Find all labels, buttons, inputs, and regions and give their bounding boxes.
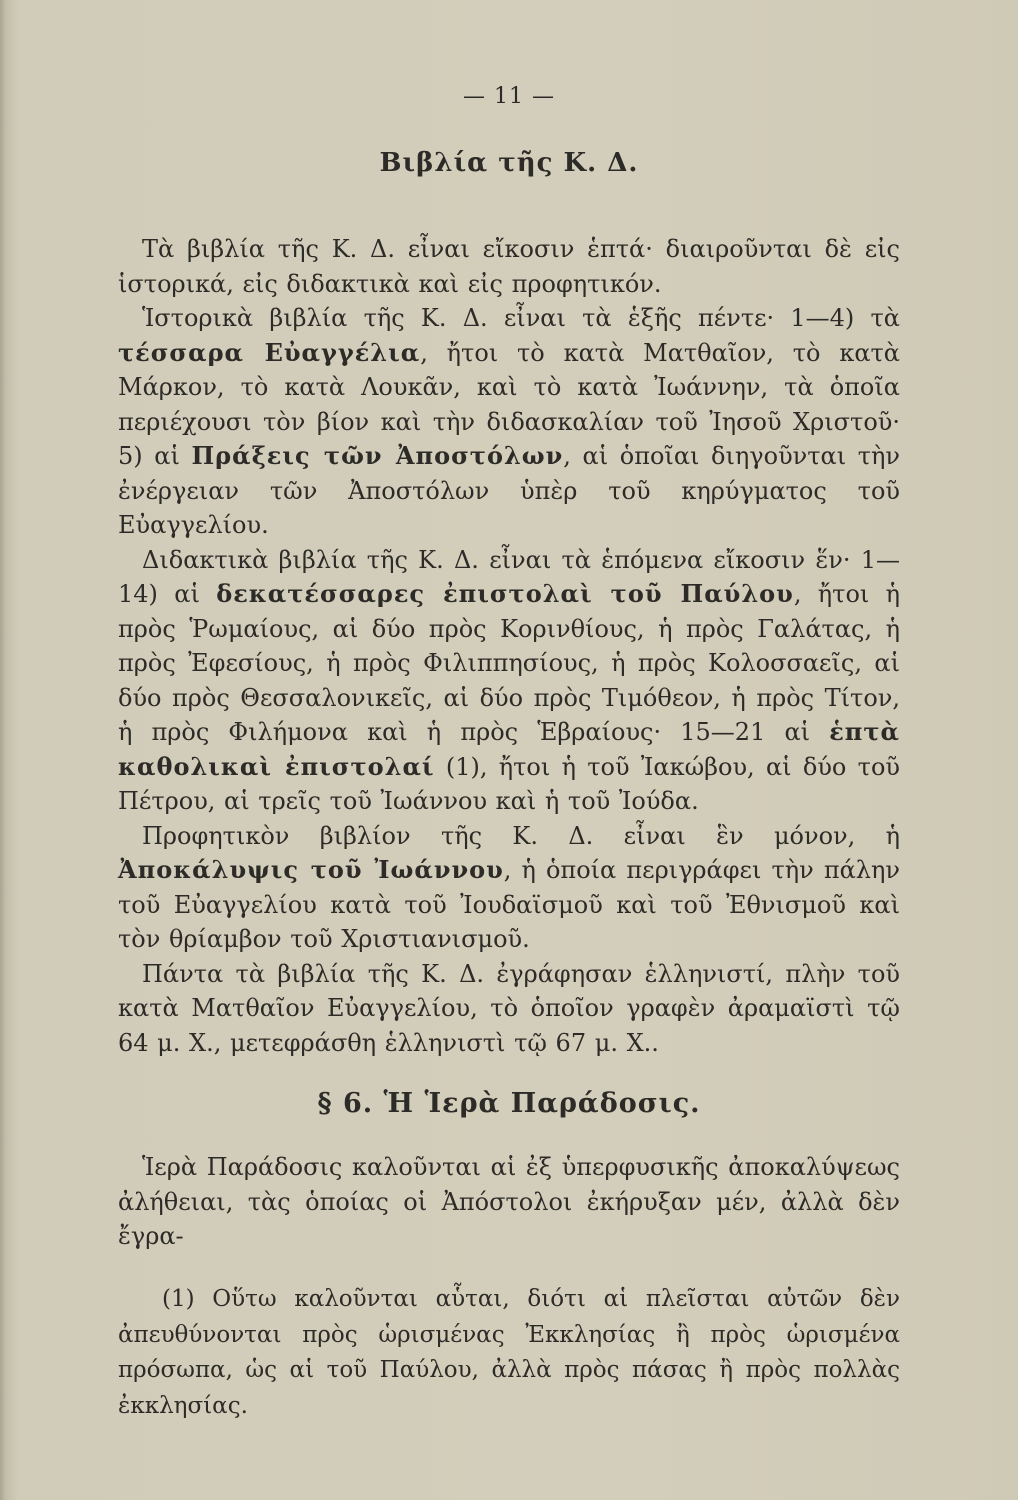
footnote-text: (1) Οὕτω καλοῦνται αὗται, διότι αἱ πλεῖσται αὐτῶν δὲν ἀπευθύνονται πρὸς ὡρισμένας Ἐκκλησίας ἢ πρὸς ὡρισμένα πρόσωπα, ὡς αἱ τοῦ Παύλου, ἀλλὰ πρὸς πάσας ἢ πρὸς πολλὰς ἐκκλησίας. [118,1286,900,1419]
paragraph-historical [118,301,900,543]
paragraph-tradition: Ἱερὰ Παράδοσις καλοῦνται αἱ ἐξ ὑπερφυσικῆς ἀποκαλύψεως ἀλήθειαι, τὰς ὁποίας οἱ Ἀπόστολοι ἐκήρυξαν μέν, ἀλλὰ δὲν ἔγρα- [118,1153,900,1250]
paragraph-prophetic [118,819,900,957]
text-run: , ἡ ὁποία περιγράφει τὴν πάλην τοῦ Εὐαγγελίου κατὰ τοῦ Ἰουδαϊσμοῦ καὶ τοῦ Ἐθνισμοῦ καὶ τὸν θρίαμβον τοῦ Χριστιανισμοῦ. [118,856,900,953]
section-heading-books: Βιβλία τῆς Κ. Δ. [379,148,639,178]
emphasis-pauline-epistles: δεκατέσσαρες ἐπιστολαὶ τοῦ Παύλου [216,579,794,608]
emphasis-catholic-epistles: ἑπτὰ καθολικαὶ ἐπιστολαί [118,717,900,781]
emphasis-apocalypse: Ἀποκάλυψις τοῦ Ἰωάννου [118,855,504,884]
text-run: Προφητικὸν βιβλίον τῆς Κ. Δ. εἶναι ἓν μόνον, ἡ [142,821,900,850]
emphasis-gospels: τέσσαρα Εὐαγγέλια [118,337,421,367]
text-run: Ἱστορικὰ βιβλία τῆς Κ. Δ. εἶναι τὰ ἑξῆς πέντε· 1—4) τὰ [142,304,900,332]
emphasis-acts: Πράξεις τῶν Ἀποστόλων [191,441,564,470]
tradition-text [118,1150,900,1254]
text-run: , ἤτοι ἡ πρὸς Ῥωμαίους, αἱ δύο πρὸς Κορινθίους, ἡ πρὸς Γαλάτας, ἡ πρὸς Ἐφεσίους, ἡ πρὸς Φιλιππησίους, ἡ πρὸς Κολοσσαεῖς, αἱ δύο πρὸς Θεσσαλονικεῖς, αἱ δύο πρὸς Τιμόθεον, ἡ πρὸς Τίτον, ἡ πρὸς Φιλήμονα καὶ ἡ πρὸς Ἑβραίους· 15—21 αἱ [118,580,901,746]
text-run: (1), ἤτοι ἡ τοῦ Ἰακώβου, αἱ δύο τοῦ Πέτρου, αἱ τρεῖς τοῦ Ἰωάννου καὶ ἡ τοῦ Ἰούδα. [118,752,900,815]
page-number: — 11 — [463,84,555,109]
paragraph-language: Πάντα τὰ βιβλία τῆς Κ. Δ. ἐγράφησαν ἑλληνιστί, πλὴν τοῦ κατὰ Ματθαῖον Εὐαγγελίου, τὸ ὁποῖον γραφὲν ἀραμαϊστὶ τῷ 64 μ. Χ., μετεφράσθη ἑλληνιστὶ τῷ 67 μ. Χ.. [118,959,900,1057]
text-run: , ἤτοι τὸ κατὰ Ματθαῖον, τὸ κατὰ Μάρκον, τὸ κατὰ Λουκᾶν, καὶ τὸ κατὰ Ἰωάννην, τὰ ὁποῖα περιέχουσι τὸν βίον καὶ τὴν διδασκαλίαν τοῦ Ἰησοῦ Χριστοῦ· 5) αἱ [118,338,901,470]
text-run: Διδακτικὰ βιβλία τῆς Κ. Δ. εἶναι τὰ ἑπόμενα εἴκοσιν ἕν· 1—14) αἱ [118,545,900,608]
footnote [118,1282,900,1424]
paragraph-didactic [118,543,900,819]
paragraph-intro: Τὰ βιβλία τῆς Κ. Δ. εἶναι εἴκοσιν ἑπτά· διαιροῦνται δὲ εἰς ἱστορικά, εἰς διδακτικὰ καὶ εἰς προφητικόν. [118,235,900,298]
main-text [118,232,900,1060]
text-run: , αἱ ὁποῖαι διηγοῦνται τὴν ἐνέργειαν τῶν Ἀποστόλων ὑπὲρ τοῦ κηρύγματος τοῦ Εὐαγγελίου. [118,442,901,539]
section-heading-tradition: § 6. Ἡ Ἱερὰ Παράδοσις. [317,1088,701,1119]
